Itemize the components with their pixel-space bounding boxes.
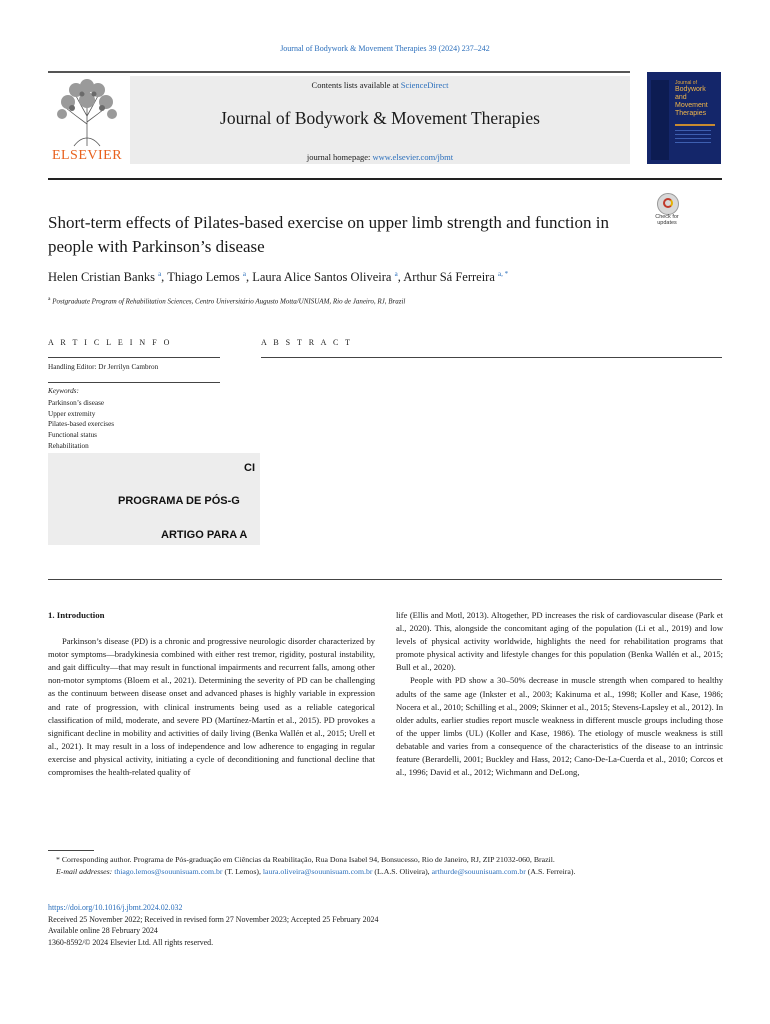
homepage-link[interactable]: www.elsevier.com/jbmt — [372, 152, 454, 162]
cover-title-line: Movement — [675, 102, 708, 109]
journal-title: Journal of Bodywork & Movement Therapies — [220, 108, 540, 128]
keyword-item: Functional status — [48, 431, 97, 440]
author-name[interactable]: Arthur Sá Ferreira — [403, 270, 495, 285]
check-updates-label-line2: updates — [657, 220, 677, 226]
affiliation-mark[interactable]: a — [394, 270, 398, 278]
email-link[interactable]: thiago.lemos@souunisuam.com.br — [114, 867, 223, 876]
check-updates-icon — [657, 193, 679, 215]
overlay-line: PROGRAMA DE PÓS-G — [118, 495, 240, 507]
keywords-heading: Keywords: — [48, 387, 79, 395]
author-separator: , — [397, 270, 404, 285]
affiliation-mark[interactable]: a, * — [498, 270, 509, 278]
check-updates-label — [648, 214, 686, 226]
elsevier-logo[interactable] — [48, 76, 126, 164]
sciencedirect-link[interactable]: ScienceDirect — [400, 80, 449, 90]
header-divider-bottom — [48, 178, 722, 180]
keyword-list — [48, 398, 114, 452]
journal-cover-thumbnail[interactable] — [647, 72, 721, 164]
article-info-divider — [48, 357, 220, 358]
article-info-heading: A R T I C L E I N F O — [48, 338, 172, 347]
journal-homepage — [130, 152, 630, 162]
cover-title-line: and — [675, 94, 687, 101]
affiliation-mark[interactable]: a — [242, 270, 246, 278]
cover-title-line: Therapies — [675, 110, 707, 117]
keyword-item: Upper extremity — [48, 409, 96, 418]
article-title: Short-term effects of Pilates-based exercise on upper limb strength and function in people with Parkinson’s disease — [48, 213, 609, 256]
online-date: Available online 28 February 2024 — [48, 926, 158, 936]
received-dates: Received 25 November 2022; Received in revised form 27 November 2023; Accepted 25 February 2024 — [48, 914, 379, 924]
keywords-divider — [48, 382, 220, 383]
elsevier-tree-icon — [54, 78, 120, 148]
overlay-line: CI — [244, 462, 255, 474]
journal-citation[interactable]: Journal of Bodywork & Movement Therapies 39 (2024) 237–242 — [280, 44, 490, 53]
contents-line — [130, 80, 630, 90]
check-for-updates-button[interactable] — [648, 193, 686, 229]
cover-small-text: Journal of — [675, 80, 697, 86]
affiliation — [48, 296, 728, 305]
affiliation-text: Postgraduate Program of Rehabilitation Sciences, Centro Universitário Augusto Motta/UNISUAM, Rio de Janeiro, RJ, Brazil — [52, 297, 406, 306]
email-owner: (A.S. Ferreira). — [527, 867, 576, 876]
handling-editor: Handling Editor: Dr Jerrilyn Cambron — [48, 363, 159, 371]
copyright: 1360-8592/© 2024 Elsevier Ltd. All rights reserved. — [48, 937, 214, 947]
contents-prefix: Contents lists available at — [311, 80, 401, 90]
body-column-right — [396, 609, 723, 779]
author-separator: , — [161, 270, 168, 285]
check-updates-label-line1: Check for — [655, 214, 679, 220]
body-paragraph: life (Ellis and Motl, 2013). Altogether, PD increases the risk of cardiovascular disease (Park et al., 2020). This, alongside the concomitant aging of the population (Li et al., 2019) and low levels of physical activity worldwide, highlights the need for rehabilitation programs that promote physical activity and lifestyle changes for this population (Benka Wallén et al., 2015; Bull et al., 2020). — [396, 610, 723, 673]
keyword-item: Parkinson’s disease — [48, 399, 105, 407]
email-owner: (L.A.S. Oliveira), — [374, 867, 430, 876]
keyword-item: Pilates-based exercises — [48, 420, 115, 429]
footnote — [48, 854, 722, 878]
corresponding-author-note: * Corresponding author. Programa de Pós-graduação em Ciências da Reabilitação, Rua Dona Isabel 94, Bonsucesso, Rio de Janeiro, RJ, ZIP 21032-060, Brazil. — [56, 855, 555, 864]
cover-text-lines — [675, 130, 711, 131]
elsevier-wordmark: ELSEVIER — [51, 148, 123, 163]
cover-side-band — [651, 80, 669, 160]
article-metadata — [48, 902, 722, 948]
author-separator: , — [246, 270, 253, 285]
doi-link[interactable]: https://doi.org/10.1016/j.jbmt.2024.02.032 — [48, 903, 183, 912]
affiliation-mark[interactable]: a — [158, 270, 162, 278]
cover-title — [675, 86, 708, 118]
header-divider-top — [48, 71, 630, 73]
cover-title-line: Bodywork — [675, 86, 706, 93]
body-paragraph: Parkinson’s disease (PD) is a chronic and progressive neurologic disorder characterized by motor symptoms—bradykinesia combined with either rest tremor, rigidity, postural instability, and gait difficulty—that may result in functional impairments and recurrent falls, among other non-motor symptoms (Bloem et al., 2021). Determining the severity of PD can be challenging as the continuum between disease onset and advanced phases is highly variable in expression and rate of progression, with clinical instruments being used as a reliable categorical classification of mild, moderate, and severe PD (Martínez-Martín et al., 2015). PD provokes a significant decline in mobility and activities of daily living (Benka Wallén et al., 2015; Urell et al., 2021). It may result in a loss of independence and low adherence to engaging in regular exercise and physical activity, initiating a cycle of deconditioning and functional decline that compromises the health-related quality of — [48, 636, 375, 778]
abstract-divider — [261, 357, 722, 358]
author-name[interactable]: Helen Cristian Banks — [48, 270, 155, 285]
email-owner: (T. Lemos), — [224, 867, 261, 876]
author-list — [48, 270, 728, 285]
author-name[interactable]: Laura Alice Santos Oliveira — [252, 270, 392, 285]
email-link[interactable]: laura.oliveira@souunisuam.com.br — [262, 867, 373, 876]
affiliation-mark: a — [48, 296, 51, 302]
email-link[interactable]: arthurde@souunisuam.com.br — [431, 867, 526, 876]
body-paragraph: People with PD show a 30–50% decrease in muscle strength when compared to healthy adults of the same age (Inkster et al., 2003; Kakinuma et al., 1998; Koller and Kase, 1986; Nocera et al., 2010; Schilling et al., 2009; Skinner et al., 2015; Stevens-Lapsley et al., 2012). In older adults, earlier studies report muscle weakness in different muscle groups including those of the upper limbs (UL) (Koller and Kase, 1986). The etiology of muscle weakness is still debatable and varies from a consequence of the characteristics of the disease to an intrinsic feature (Berardelli, 2001; Buckley and Hass, 2012; Cano-De-La-Cuerda et al., 2010; Corcos et al., 1996; David et al., 2012; Wichmann and DeLong, — [396, 675, 723, 778]
body-divider — [48, 579, 722, 580]
cover-sheet-overlay — [48, 453, 260, 545]
author-name[interactable]: Thiago Lemos — [167, 270, 240, 285]
abstract-heading: A B S T R A C T — [261, 338, 353, 347]
overlay-line: ARTIGO PARA A — [161, 529, 248, 541]
homepage-prefix: journal homepage: — [306, 152, 373, 162]
section-heading: 1. Introduction — [48, 610, 105, 620]
keyword-item: Rehabilitation — [48, 441, 89, 450]
cover-accent-bar — [675, 124, 715, 126]
footnote-divider — [48, 850, 94, 851]
body-column-left — [48, 609, 375, 779]
email-addresses — [48, 866, 722, 878]
email-label: E-mail addresses: — [56, 867, 113, 876]
